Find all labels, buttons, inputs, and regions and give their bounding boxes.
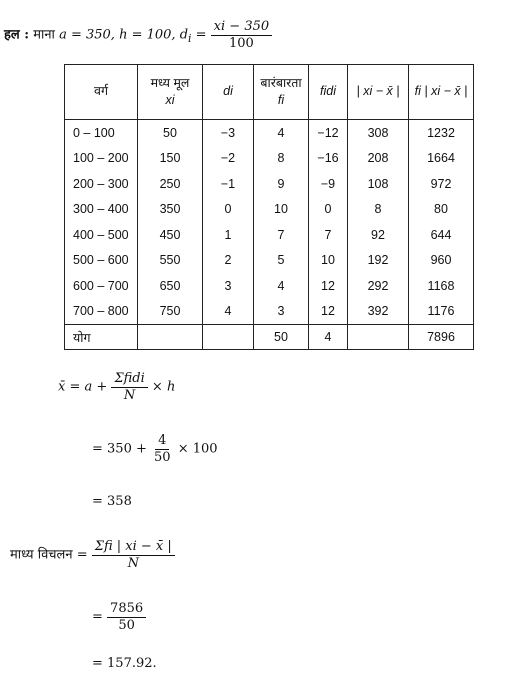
table-cell: 0 <box>309 197 348 223</box>
table-cell: 400 – 500 <box>65 222 138 248</box>
table-cell: 4 <box>203 299 254 325</box>
mean-sub-suffix: × 100 <box>177 441 218 457</box>
table-cell: 8 <box>348 197 409 223</box>
d-formula-numerator: xi − 350 <box>211 20 272 36</box>
frequency-table <box>64 64 474 350</box>
mean-eq-prefix: = a + <box>69 379 108 395</box>
table-row <box>65 171 474 197</box>
d-subscript: i <box>188 32 192 46</box>
table-cell: 750 <box>138 299 203 325</box>
table-cell: 50 <box>138 120 203 146</box>
mean-sub-denominator: 50 <box>154 449 171 465</box>
mean-sub-numerator: 4 <box>155 434 169 450</box>
table-header: fi | xi − x̄ | <box>409 65 474 120</box>
table-cell: 92 <box>348 222 409 248</box>
table-cell: 80 <box>409 197 474 223</box>
mean-sub-prefix: = 350 + <box>92 441 147 457</box>
table-cell: 0 <box>203 197 254 223</box>
table-cell: −9 <box>309 171 348 197</box>
table-cell: 5 <box>254 248 309 274</box>
table-cell: −12 <box>309 120 348 146</box>
table-row <box>65 222 474 248</box>
table-row <box>65 197 474 223</box>
mean-denominator: N <box>123 387 136 403</box>
mean-deviation-sub-fraction <box>107 602 146 632</box>
table-cell: 10 <box>309 248 348 274</box>
table-cell: 50 <box>254 325 309 350</box>
table-cell: 700 – 800 <box>65 299 138 325</box>
table-cell: 1232 <box>409 120 474 146</box>
table-cell: 10 <box>254 197 309 223</box>
mean-deviation-denominator: N <box>127 555 139 571</box>
table-cell: 500 – 600 <box>65 248 138 274</box>
table-header: बारंबारता fi <box>254 65 309 120</box>
table-row <box>65 299 474 325</box>
table-cell: 4 <box>309 325 348 350</box>
mean-deviation-substitution <box>92 602 146 632</box>
table-cell: 350 <box>138 197 203 223</box>
table-header-row <box>65 65 474 120</box>
h-value: h = 100, <box>119 27 176 43</box>
table-row <box>65 120 474 146</box>
table-cell: 250 <box>138 171 203 197</box>
d-formula-fraction <box>211 20 272 50</box>
table-cell: 1168 <box>409 273 474 299</box>
table-cell: 200 – 300 <box>65 171 138 197</box>
table-cell: 0 – 100 <box>65 120 138 146</box>
mean-substitution <box>92 434 218 464</box>
mean-numerator: Σfidi <box>111 372 147 388</box>
table-cell: 12 <box>309 299 348 325</box>
mean-deviation-label: माध्य विचलन <box>10 547 73 563</box>
table-header: fidi <box>309 65 348 120</box>
mean-deviation-sub-numerator: 7856 <box>107 602 146 618</box>
mean-deviation-numerator: Σfi | xi − x̄ | <box>92 540 175 556</box>
mean-deviation-sub-prefix: = <box>92 609 103 625</box>
mean-symbol: x̄ <box>58 379 66 395</box>
table-cell: 650 <box>138 273 203 299</box>
table-cell: 1664 <box>409 146 474 172</box>
table-row <box>65 273 474 299</box>
table-header: वर्ग <box>65 65 138 120</box>
mean-deviation-result: = 157.92. <box>92 656 157 671</box>
table-cell: 4 <box>254 273 309 299</box>
table-cell: 2 <box>203 248 254 274</box>
mean-deviation-fraction <box>92 540 175 570</box>
table-cell: 960 <box>409 248 474 274</box>
table-cell: 108 <box>348 171 409 197</box>
table-header: di <box>203 65 254 120</box>
table-cell: 9 <box>254 171 309 197</box>
table-cell: −3 <box>203 120 254 146</box>
mean-eq-suffix: × h <box>151 379 176 395</box>
table-cell: 644 <box>409 222 474 248</box>
table-cell <box>203 325 254 350</box>
table-cell: 3 <box>254 299 309 325</box>
table-cell: 450 <box>138 222 203 248</box>
table-cell: 150 <box>138 146 203 172</box>
table-row <box>65 146 474 172</box>
table-cell: 972 <box>409 171 474 197</box>
equals-sign: = <box>195 27 207 43</box>
total-row <box>65 325 474 350</box>
a-value: a = 350, <box>59 27 115 43</box>
table-cell <box>348 325 409 350</box>
table-cell: 4 <box>254 120 309 146</box>
table-header: | xi − x̄ | <box>348 65 409 120</box>
mean-deviation-eq: = <box>76 547 88 563</box>
solution-label: हल : <box>4 27 30 43</box>
mean-sub-fraction <box>151 434 174 464</box>
table-cell: योग <box>65 325 138 350</box>
maana-text: माना <box>33 27 55 43</box>
mean-formula <box>58 372 175 402</box>
table-cell: 100 – 200 <box>65 146 138 172</box>
table-cell: 192 <box>348 248 409 274</box>
table-cell: 300 – 400 <box>65 197 138 223</box>
table-cell: 7 <box>309 222 348 248</box>
table-cell: 550 <box>138 248 203 274</box>
table-cell: 208 <box>348 146 409 172</box>
table-cell: 12 <box>309 273 348 299</box>
mean-deviation-formula <box>10 540 175 570</box>
table-cell: 600 – 700 <box>65 273 138 299</box>
mean-deviation-sub-denominator: 50 <box>118 617 135 633</box>
mean-result: = 358 <box>92 494 132 509</box>
d-formula-denominator: 100 <box>228 35 254 51</box>
table-cell: 292 <box>348 273 409 299</box>
table-cell: 1 <box>203 222 254 248</box>
table-cell: 1176 <box>409 299 474 325</box>
table-cell: 308 <box>348 120 409 146</box>
mean-fraction <box>111 372 147 402</box>
table-cell: 3 <box>203 273 254 299</box>
table-cell: 7 <box>254 222 309 248</box>
table-cell <box>138 325 203 350</box>
table-cell: 392 <box>348 299 409 325</box>
table-cell: 7896 <box>409 325 474 350</box>
table-header: मध्य मूल xi <box>138 65 203 120</box>
table-row <box>65 248 474 274</box>
table-cell: −2 <box>203 146 254 172</box>
table-cell: 8 <box>254 146 309 172</box>
table-cell: −1 <box>203 171 254 197</box>
solution-header <box>4 20 272 50</box>
table-cell: −16 <box>309 146 348 172</box>
d-symbol: d <box>179 27 189 43</box>
